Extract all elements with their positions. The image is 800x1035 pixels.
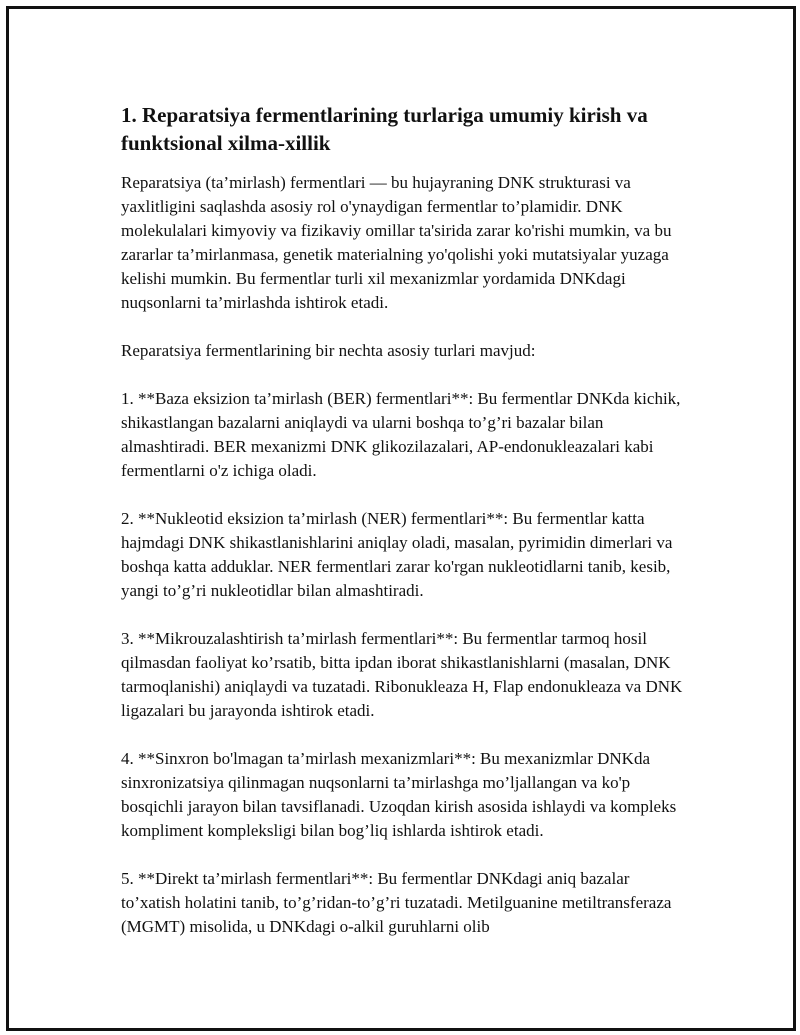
paragraph-ner: 2. **Nukleotid eksizion ta’mirlash (NER) fermentlari**: Bu fermentlar katta hajmdagi DNK shikastlanishlarini aniqlay oladi, masalan, pyrimidin dimerlari va boshqa katta adduklar. NER fermentlari zarar ko'rgan nukleotidlarni tanib, kesib, yangi to’g’ri nukleotidlar bilan almashtiradi. [121, 509, 673, 600]
paragraph-direct-repair: 5. **Direkt ta’mirlash fermentlari**: Bu fermentlar DNKdagi aniq bazalar to’xatish holatini tanib, to’g’ridan-to’g’ri tuzatadi. Metilguanine metiltransferaza (MGMT) misolida, u DNKdagi o-alkil guruhlarni olib [121, 869, 672, 936]
page-frame [6, 6, 796, 1031]
paragraph-types-lead: Reparatsiya fermentlarining bir nechta asosiy turlari mavjud: [121, 341, 536, 360]
paragraph-intro: Reparatsiya (ta’mirlash) fermentlari — bu hujayraning DNK strukturasi va yaxlitligini saqlashda asosiy rol o'ynaydigan fermentlar to’plamidir. DNK molekulalari kimyoviy va fizikaviy omillar ta'sirida zarar ko'rishi mumkin, va bu zararlar ta’mirlanmasa, genetik materialning yo'qolishi yoki mutatsiyalar yuzaga kelishi mumkin. Bu fermentlar turli xil mexanizmlar yordamida DNKdagi nuqsonlarni ta’mirlashda ishtirok etadi. [121, 173, 672, 312]
document-body [121, 101, 693, 963]
paragraph-async-repair: 4. **Sinxron bo'lmagan ta’mirlash mexanizmlari**: Bu mexanizmlar DNKda sinxronizatsiya qilinmagan nuqsonlarni ta’mirlashga mo’ljallangan va ko'p bosqichli jarayon bilan tavsiflanadi. Uzoqdan kirish asosida ishlaydi va kompleks kompliment kompleksligi bilan bog’liq ishlarda ishtirok etadi. [121, 749, 677, 840]
section-heading: 1. Reparatsiya fermentlarining turlariga umumiy kirish va funktsional xilma-xillik [121, 103, 648, 155]
paragraph-ber: 1. **Baza eksizion ta’mirlash (BER) fermentlari**: Bu fermentlar DNKda kichik, shikastlangan bazalarni aniqlaydi va ularni boshqa to’g’ri bazalar bilan almashtiradi. BER mexanizmi DNK glikozilazalari, AP-endonukleazalari kabi fermentlarni o'z ichiga oladi. [121, 389, 681, 480]
paragraph-microrepair: 3. **Mikrouzalashtirish ta’mirlash fermentlari**: Bu fermentlar tarmoq hosil qilmasdan faoliyat ko’rsatib, bitta ipdan iborat shikastlanishlarni (masalan, DNK tarmoqlanishi) aniqlaydi va tuzatadi. Ribonukleaza H, Flap endonukleaza va DNK ligazalari bu jarayonda ishtirok etadi. [121, 629, 683, 720]
